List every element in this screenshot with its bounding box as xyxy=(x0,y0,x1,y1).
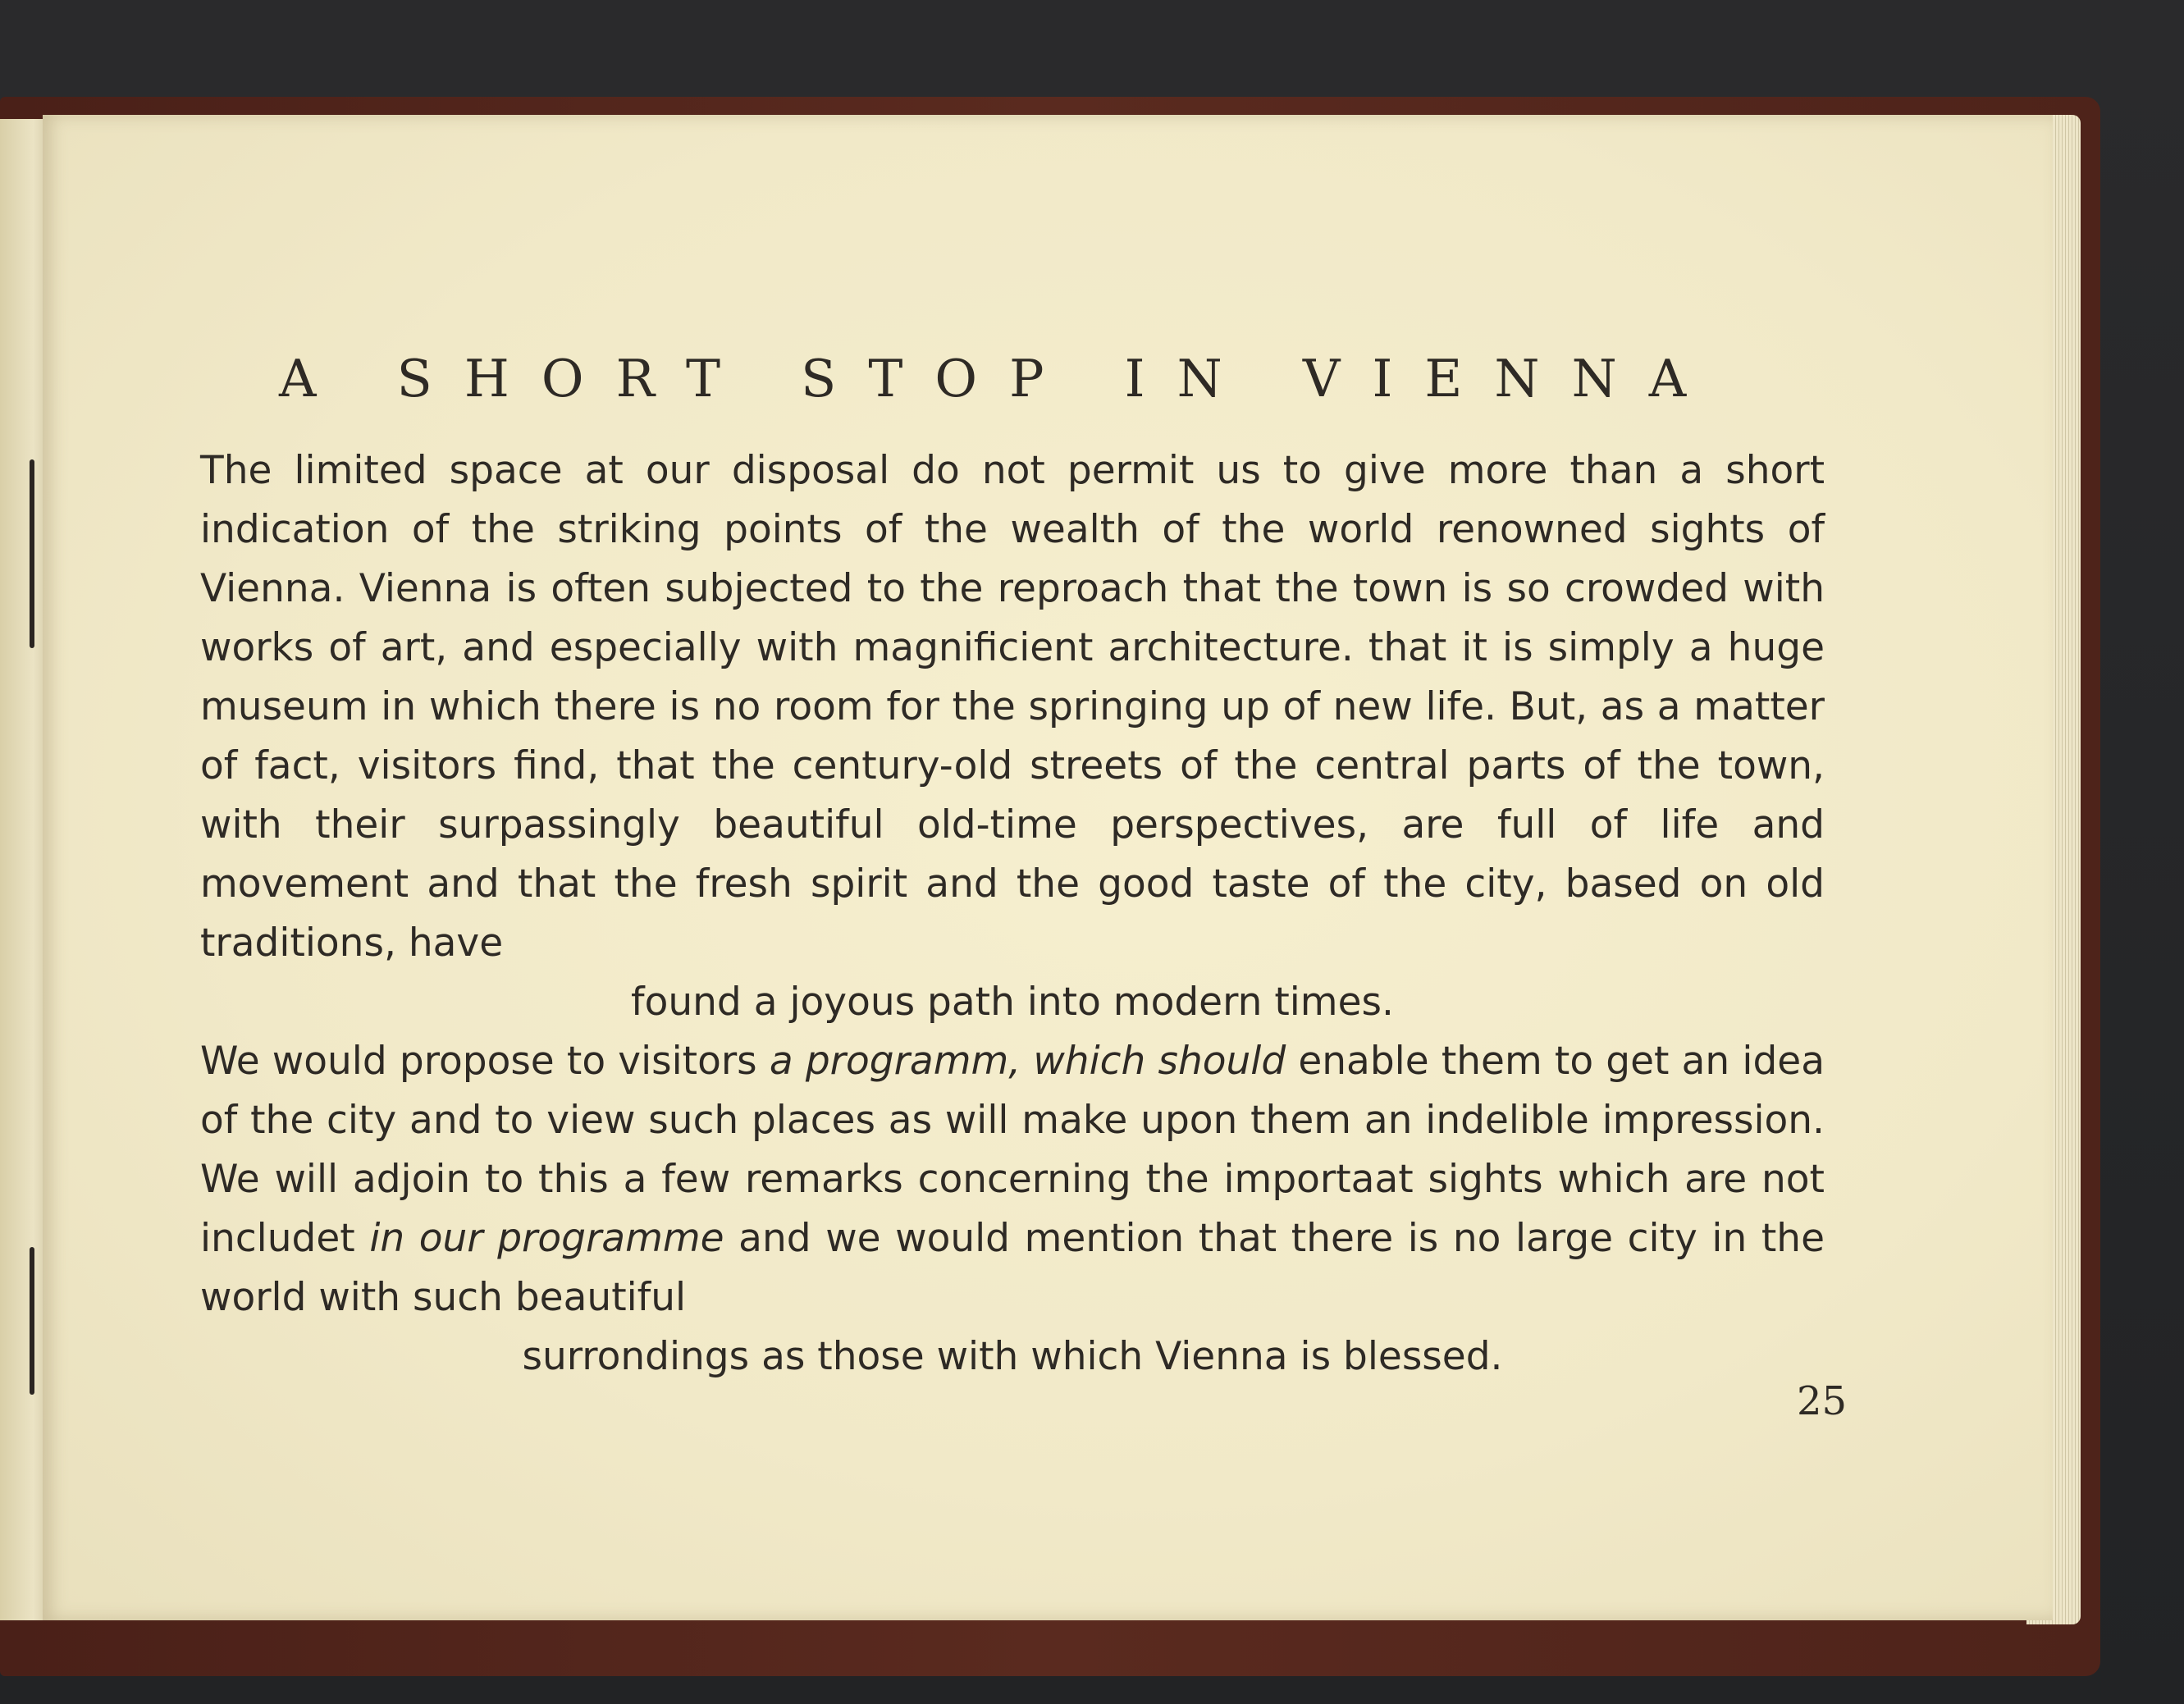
body-text xyxy=(200,441,1825,1386)
paragraph-2-text-b: enable them to get an idea of the city and to view such places as will make upon them an indelible impression. We will adjoin to this a few remarks concerning the importaat sights which are not includet xyxy=(200,1039,1825,1261)
binding-thread-top xyxy=(30,459,34,648)
paragraph-2-last-line: surrondings as those with which Vienna is blessed. xyxy=(522,1334,1503,1379)
paragraph-1 xyxy=(200,441,1825,1032)
paragraph-1-text: The limited space at our disposal do not permit us to give more than a short indication of the striking points of the wealth of the world renowned sights of Vienna. Vienna is often subjected to the reproach that the town is so crowded with works of art, and especially with magnificient architecture. that it is simply a huge museum in which there is no room for the springing up of new life. But, as a matter of fact, visitors find, that the century-old streets of the central parts of the town, with their surpassingly beautiful old-time perspectives, are full of life and movement and that the fresh spirit and the good taste of the city, based on old traditions, have xyxy=(200,448,1825,966)
paragraph-2-italic-b: in our programme xyxy=(369,1216,724,1261)
paragraph-2-text-a: We would propose to visitors xyxy=(200,1039,770,1084)
page-title: A SHORT STOP IN VIENNA xyxy=(279,349,1719,409)
facing-page-sliver xyxy=(0,119,48,1620)
page-number: 25 xyxy=(1797,1378,1848,1424)
paragraph-2-italic-a: a programm, which should xyxy=(769,1039,1286,1084)
paragraph-2-text-c: and we would mention that there is no large city in the world with such beautiful xyxy=(200,1216,1825,1320)
paragraph-2 xyxy=(200,1032,1825,1386)
paragraph-1-last-line: found a joyous path into modern times. xyxy=(631,980,1394,1025)
binding-thread-bottom xyxy=(30,1247,34,1395)
